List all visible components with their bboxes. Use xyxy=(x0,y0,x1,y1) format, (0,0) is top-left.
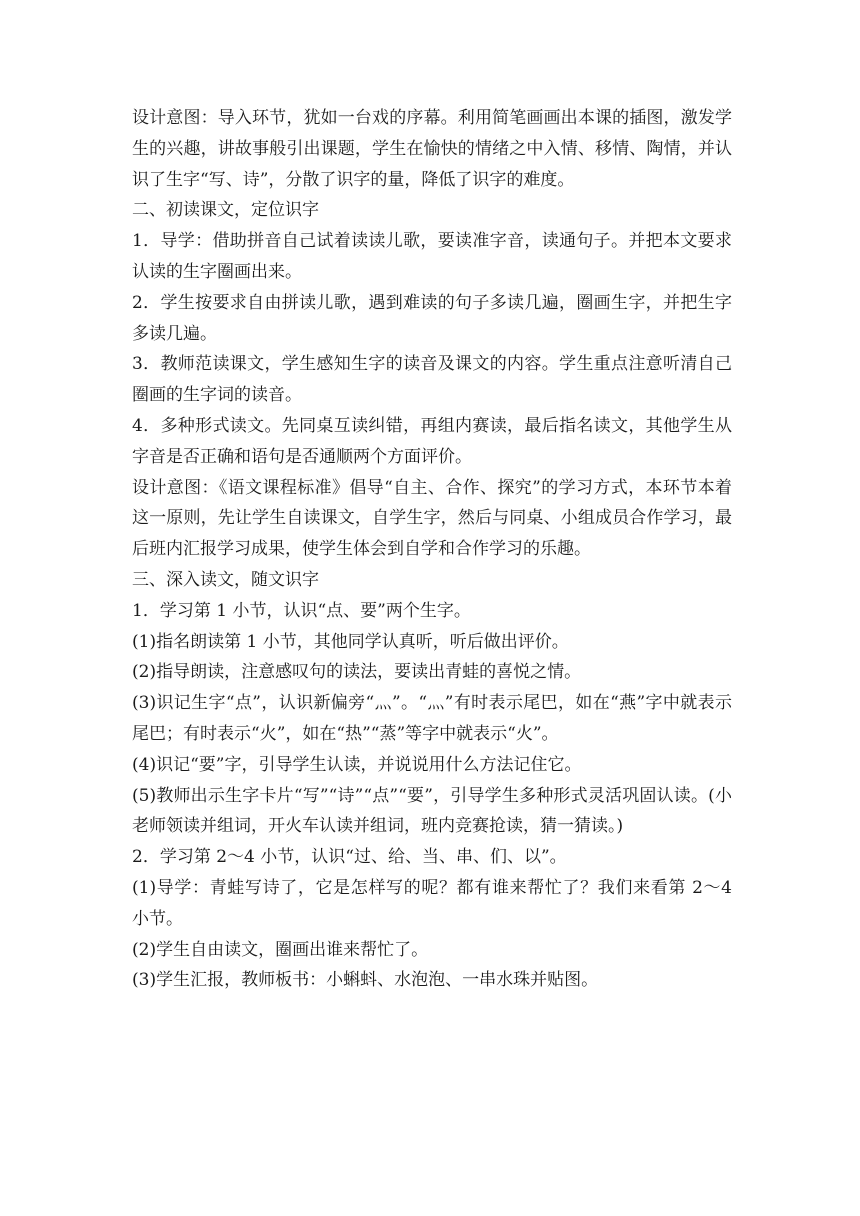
paragraph-step-2: 2．学生按要求自由拼读儿歌，遇到难读的句子多读几遍，圈画生字，并把生字多读几遍。 xyxy=(132,292,732,344)
paragraph-sub-2-3: (3)学生汇报，教师板书：小蝌蚪、水泡泡、一串水珠并贴图。 xyxy=(132,970,599,991)
paragraph-step-1: 1．导学：借助拼音自己试着读读儿歌，要读准字音，读通句子。并把本文要求认读的生字圈画出来。 xyxy=(132,231,732,282)
paragraph-sub-4: (4)识记“要”字，引导学生认读，并说说用什么方法记住它。 xyxy=(132,754,582,775)
paragraph-sub-1: (1)指名朗读第 1 小节，其他同学认真听，听后做出评价。 xyxy=(132,631,569,652)
paragraph-sub-5: (5)教师出示生字卡片“写”“诗”“点”“要”，引导学生多种形式灵活巩固认读。(小老师领读并组词，开火车认读并组词，班内竞赛抢读，猜一猜读。) xyxy=(132,785,732,837)
paragraph-learn-section-2-4: 2．学习第 2～4 小节，认识“过、给、当、串、们、以”。 xyxy=(132,847,567,868)
paragraph-sub-2-2: (2)学生自由读文，圈画出谁来帮忙了。 xyxy=(132,939,429,960)
document-body xyxy=(132,103,732,996)
section-heading-3: 三、深入读文，随文识字 xyxy=(132,569,319,590)
paragraph-design-intent-2: 设计意图：《语文课程标准》倡导“自主、合作、探究”的学习方式，本环节本着这一原则，先让学生自读课文，自学生字，然后与同桌、小组成员合作学习，最后班内汇报学习成果，使学生体会到自学和合作学习的乐趣。 xyxy=(132,477,732,560)
paragraph-step-4: 4．多种形式读文。先同桌互读纠错，再组内赛读，最后指名读文，其他学生从字音是否正确和语句是否通顺两个方面评价。 xyxy=(132,415,732,467)
paragraph-learn-section-1: 1．学习第 1 小节，认识“点、要”两个生字。 xyxy=(132,600,471,621)
paragraph-sub-2-1: (1)导学：青蛙写诗了，它是怎样写的呢？都有谁来帮忙了？我们来看第 2～4 小节。 xyxy=(132,877,732,929)
paragraph-step-3: 3．教师范读课文，学生感知生字的读音及课文的内容。学生重点注意听清自己圈画的生字词的读音。 xyxy=(132,354,732,406)
paragraph-sub-2: (2)指导朗读，注意感叹句的读法，要读出青蛙的喜悦之情。 xyxy=(132,662,582,683)
paragraph-sub-3: (3)识记生字“点”，认识新偏旁“灬”。“灬”有时表示尾巴，如在“燕”字中就表示尾巴；有时表示“火”，如在“热”“蒸”等字中就表示“火”。 xyxy=(132,693,732,744)
paragraph-design-intent-intro: 设计意图：导入环节，犹如一台戏的序幕。利用简笔画画出本课的插图，激发学生的兴趣，讲故事般引出课题，学生在愉快的情绪之中入情、移情、陶情，并认识了生字“写、诗”，分散了识字的量，降低了识字的难度。 xyxy=(132,108,732,190)
section-heading-2: 二、初读课文，定位识字 xyxy=(132,200,319,221)
